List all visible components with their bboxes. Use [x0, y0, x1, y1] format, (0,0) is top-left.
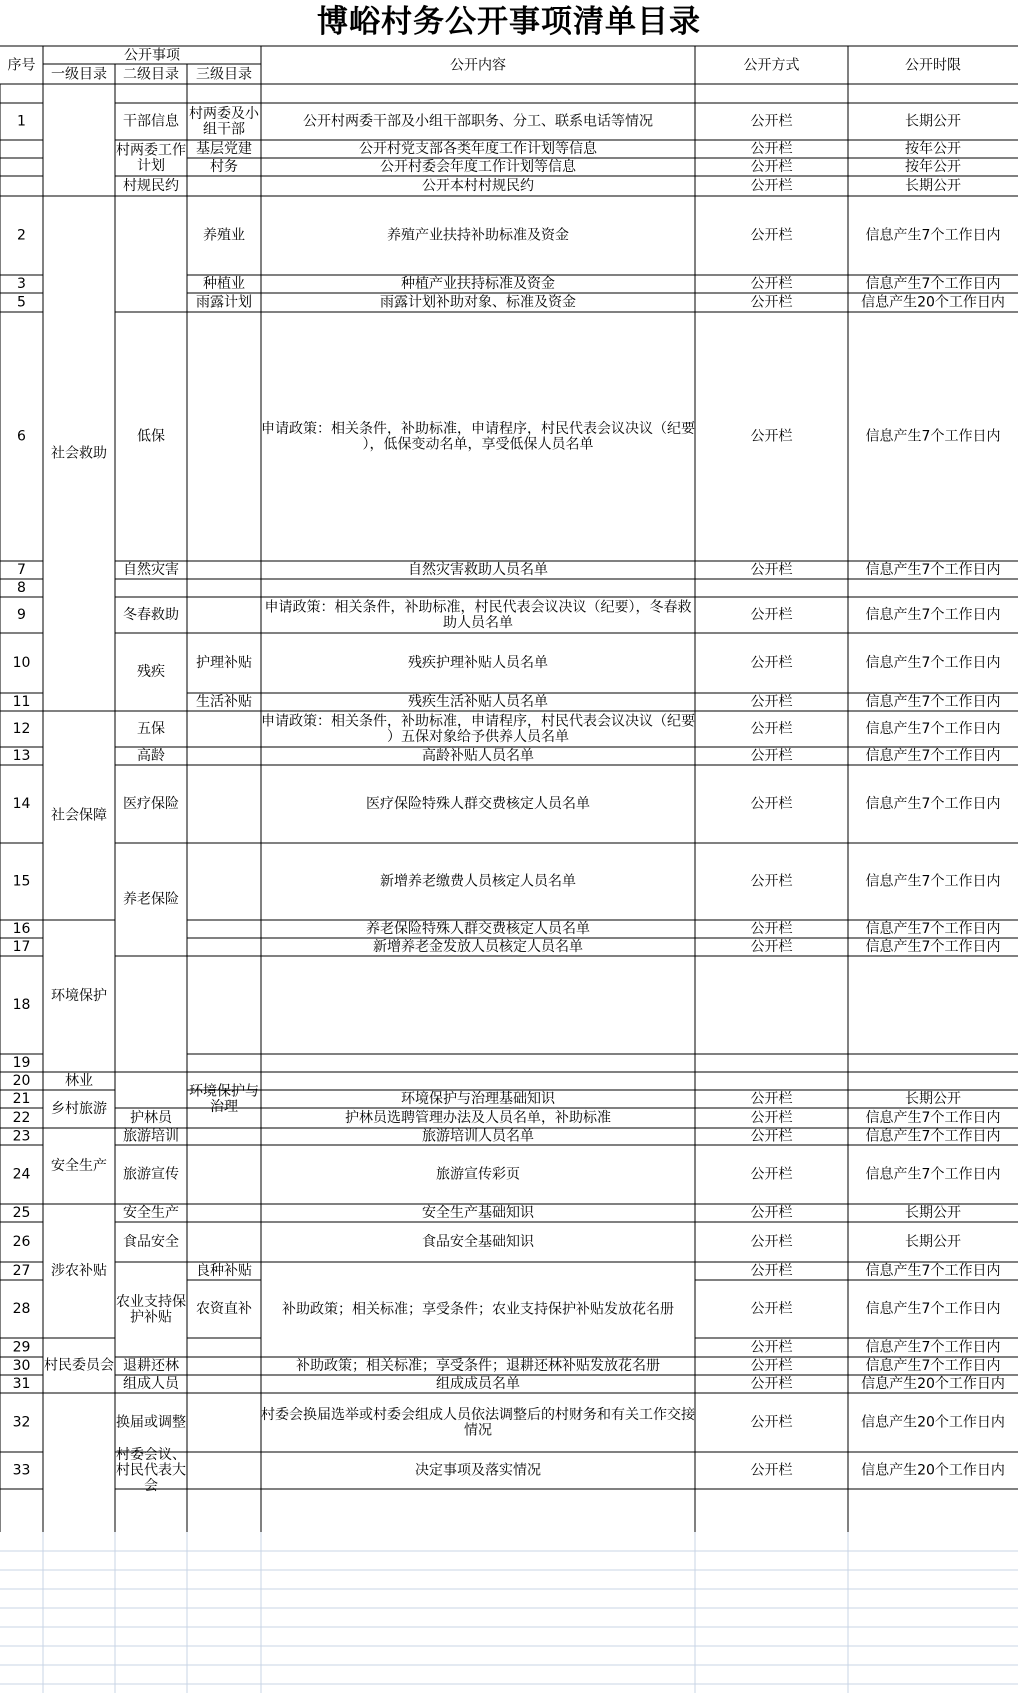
row-content: 种植产业扶持标准及资金 — [401, 276, 555, 293]
level2-label-19: 安全生产 — [123, 1205, 179, 1222]
row-period: 信息产生7个工作日内 — [865, 1301, 1001, 1318]
row-method: 公开栏 — [750, 721, 793, 738]
level2-label-11: 高龄 — [137, 748, 165, 765]
row-period: 按年公开 — [905, 141, 961, 158]
row-seq: 24 — [12, 1166, 31, 1183]
row-level3: 雨露计划 — [196, 294, 252, 311]
row-content: 环境保护与治理基础知识 — [401, 1091, 555, 1108]
row-period: 按年公开 — [905, 159, 961, 176]
row-seq: 31 — [12, 1375, 31, 1392]
row-method: 公开栏 — [750, 294, 793, 311]
row-seq: 12 — [12, 720, 31, 737]
row-period: 信息产生7个工作日内 — [865, 562, 1001, 579]
row-seq: 16 — [12, 920, 31, 937]
row-method: 公开栏 — [750, 1234, 793, 1251]
level1-label-5: 乡村旅游 — [51, 1101, 107, 1118]
row-method: 公开栏 — [750, 1166, 793, 1183]
row-seq: 33 — [12, 1462, 31, 1479]
row-period: 长期公开 — [905, 1091, 961, 1108]
row-content: 补助政策；相关标准；享受条件；退耕还林补贴发放花名册 — [296, 1358, 660, 1375]
row-period: 信息产生20个工作日内 — [861, 1462, 1005, 1479]
row-content: 安全生产基础知识 — [422, 1205, 534, 1222]
row-method: 公开栏 — [750, 655, 793, 672]
row-method: 公开栏 — [750, 1301, 793, 1318]
level1-label-4: 林业 — [65, 1073, 93, 1090]
row-level3: 养殖业 — [203, 227, 245, 244]
row-period: 信息产生7个工作日内 — [865, 921, 1001, 938]
header-level1: 一级目录 — [51, 66, 107, 83]
level2-label-22: 退耕还林 — [123, 1358, 179, 1375]
row-content: 旅游培训人员名单 — [422, 1128, 534, 1145]
row-level3: 环境保护与治理 — [189, 1083, 259, 1115]
row-content: 残疾护理补贴人员名单 — [408, 655, 548, 672]
row-seq: 14 — [12, 795, 31, 812]
row-period: 信息产生7个工作日内 — [865, 227, 1001, 244]
level2-label-17: 旅游培训 — [123, 1128, 179, 1145]
level2-label-23: 组成人员 — [123, 1376, 179, 1393]
row-period: 信息产生7个工作日内 — [865, 694, 1001, 711]
row-method: 公开栏 — [750, 1091, 793, 1108]
level2-label-21: 农业支持保护补贴 — [116, 1293, 186, 1326]
header-level2: 二级目录 — [123, 66, 179, 83]
row-period: 信息产生7个工作日内 — [865, 1339, 1001, 1356]
row-seq: 28 — [12, 1300, 31, 1317]
row-content: 公开村委会年度工作计划等信息 — [380, 159, 576, 176]
row-content: 高龄补贴人员名单 — [422, 748, 534, 765]
level2-label-6: 自然灾害 — [123, 562, 179, 579]
row-period: 信息产生20个工作日内 — [861, 1414, 1005, 1431]
row-level3: 村两委及小组干部 — [189, 105, 259, 138]
header-content: 公开内容 — [450, 57, 506, 74]
row-content: 村委会换届选举或村委会组成人员依法调整后的村财务和有关工作交接情况 — [261, 1406, 695, 1439]
level1-label-2: 社会保障 — [51, 807, 107, 824]
row-method: 公开栏 — [750, 562, 793, 579]
row-content: 食品安全基础知识 — [422, 1234, 534, 1251]
row-period: 信息产生7个工作日内 — [865, 939, 1001, 956]
row-seq: 9 — [17, 606, 26, 623]
row-seq: 6 — [17, 428, 26, 445]
row-method: 公开栏 — [750, 276, 793, 293]
row-period: 信息产生7个工作日内 — [865, 1166, 1001, 1183]
row-method: 公开栏 — [750, 1358, 793, 1375]
row-seq: 29 — [12, 1339, 31, 1356]
row-method: 公开栏 — [750, 1110, 793, 1127]
row-period: 信息产生7个工作日内 — [865, 1110, 1001, 1127]
row-seq: 22 — [12, 1109, 31, 1126]
row-seq: 18 — [12, 996, 31, 1013]
row-seq: 25 — [12, 1204, 31, 1221]
row-method: 公开栏 — [750, 141, 793, 158]
row-period: 信息产生7个工作日内 — [865, 796, 1001, 813]
row-period: 信息产生7个工作日内 — [865, 655, 1001, 672]
row-content: 医疗保险特殊人群交费核定人员名单 — [366, 796, 590, 813]
level2-label-3: 村规民约 — [123, 178, 179, 195]
row-method: 公开栏 — [750, 939, 793, 956]
row-period: 信息产生7个工作日内 — [865, 1128, 1001, 1145]
row-level3: 护理补贴 — [196, 655, 252, 672]
row-content: 旅游宣传彩页 — [436, 1166, 520, 1183]
level2-label-16: 护林员 — [130, 1110, 172, 1127]
row-method: 公开栏 — [750, 113, 793, 130]
level2-label-1: 干部信息 — [123, 113, 179, 130]
row-seq: 20 — [12, 1072, 31, 1089]
row-method: 公开栏 — [750, 1128, 793, 1145]
level2-label-2: 村两委工作计划 — [116, 142, 186, 174]
row-method: 公开栏 — [750, 1205, 793, 1222]
document-title: 博峪村务公开事项清单目录 — [317, 4, 701, 40]
level1-label-6: 安全生产 — [51, 1158, 107, 1175]
row-seq: 13 — [12, 747, 31, 764]
level2-label-8: 冬春救助 — [123, 607, 179, 624]
row-content: 新增养老缴费人员核定人员名单 — [380, 873, 576, 890]
row-seq: 2 — [17, 227, 26, 244]
header-seq: 序号 — [7, 57, 36, 74]
row-seq: 3 — [17, 275, 26, 292]
row-method: 公开栏 — [750, 159, 793, 176]
level2-label-25: 村委会议、村民代表大会 — [116, 1447, 186, 1495]
level2-label-18: 旅游宣传 — [123, 1166, 179, 1183]
row-period: 长期公开 — [905, 1234, 961, 1251]
header-level3: 三级目录 — [196, 66, 252, 83]
row-level3: 种植业 — [203, 276, 245, 293]
row-seq: 19 — [12, 1054, 31, 1071]
row-method: 公开栏 — [750, 694, 793, 711]
row-period: 信息产生20个工作日内 — [861, 294, 1005, 311]
row-period: 信息产生7个工作日内 — [865, 276, 1001, 293]
row-level3: 农资直补 — [196, 1301, 252, 1318]
row-method: 公开栏 — [750, 748, 793, 765]
row-level3: 生活补贴 — [196, 694, 252, 711]
row-method: 公开栏 — [750, 1462, 793, 1479]
level2-label-20: 食品安全 — [123, 1234, 179, 1251]
row-period: 长期公开 — [905, 178, 961, 195]
row-method: 公开栏 — [750, 178, 793, 195]
row-content: 自然灾害救助人员名单 — [408, 562, 548, 579]
row-seq: 8 — [17, 579, 26, 596]
row-seq: 11 — [12, 693, 31, 710]
row-level3: 村务 — [210, 159, 238, 176]
row-seq: 26 — [12, 1233, 31, 1250]
row-period: 信息产生7个工作日内 — [865, 1358, 1001, 1375]
row-content: 公开村两委干部及小组干部职务、分工、联系电话等情况 — [303, 113, 653, 130]
row-content: 公开村党支部各类年度工作计划等信息 — [359, 141, 597, 158]
row-period: 信息产生7个工作日内 — [865, 748, 1001, 765]
level2-label-24: 换届或调整 — [116, 1414, 186, 1431]
row-content: 护林员选聘管理办法及人员名单，补助标准 — [345, 1110, 611, 1127]
level1-label-1: 社会救助 — [51, 445, 107, 462]
row-seq: 21 — [12, 1090, 31, 1107]
row-seq: 17 — [12, 938, 31, 955]
merged-content: 补助政策；相关标准；享受条件；农业支持保护补贴发放花名册 — [282, 1301, 674, 1318]
row-content: 残疾生活补贴人员名单 — [408, 694, 548, 711]
level2-label-13: 养老保险 — [123, 891, 179, 908]
row-content: 雨露计划补助对象、标准及资金 — [380, 294, 576, 311]
row-seq: 10 — [12, 654, 31, 671]
row-period: 信息产生20个工作日内 — [861, 1376, 1005, 1393]
row-period: 长期公开 — [905, 113, 961, 130]
row-seq: 5 — [17, 294, 26, 311]
header-items: 公开事项 — [124, 47, 180, 64]
row-period: 信息产生7个工作日内 — [865, 873, 1001, 890]
row-content: 公开本村村规民约 — [422, 178, 534, 195]
row-method: 公开栏 — [750, 428, 793, 445]
row-content: 养殖产业扶持补助标准及资金 — [387, 227, 569, 244]
row-content: 决定事项及落实情况 — [415, 1462, 541, 1479]
row-seq: 27 — [12, 1262, 31, 1279]
level2-label-12: 医疗保险 — [123, 796, 179, 813]
row-content: 养老保险特殊人群交费核定人员名单 — [366, 921, 590, 938]
level2-label-10: 五保 — [137, 721, 165, 738]
header-period: 公开时限 — [905, 57, 961, 74]
level2-label-9: 残疾 — [137, 664, 165, 681]
row-seq: 1 — [17, 113, 26, 130]
row-seq: 32 — [12, 1414, 31, 1431]
row-content: 申请政策：相关条件，补助标准，申请程序，村民代表会议决议（纪要）五保对象给予供养人员名单 — [261, 713, 695, 745]
row-content: 申请政策：相关条件，补助标准，村民代表会议决议（纪要），冬春救助人员名单 — [264, 599, 692, 631]
spreadsheet-table — [0, 44, 1018, 1694]
row-seq: 23 — [12, 1128, 31, 1145]
row-method: 公开栏 — [750, 1414, 793, 1431]
row-method: 公开栏 — [750, 873, 793, 890]
row-method: 公开栏 — [750, 1263, 793, 1280]
row-period: 长期公开 — [905, 1205, 961, 1222]
row-method: 公开栏 — [750, 227, 793, 244]
row-content: 组成成员名单 — [436, 1376, 520, 1393]
header-method: 公开方式 — [743, 57, 800, 74]
row-method: 公开栏 — [750, 1376, 793, 1393]
row-method: 公开栏 — [750, 921, 793, 938]
row-method: 公开栏 — [750, 796, 793, 813]
row-level3: 基层党建 — [196, 141, 252, 158]
row-seq: 30 — [12, 1357, 31, 1374]
row-content: 申请政策：相关条件，补助标准，申请程序，村民代表会议决议（纪要），低保变动名单，享受低保人员名单 — [261, 420, 695, 453]
row-period: 信息产生7个工作日内 — [865, 607, 1001, 624]
level1-label-8: 村民委员会 — [44, 1357, 114, 1374]
level2-label-5: 低保 — [137, 428, 165, 445]
level1-label-3: 环境保护 — [51, 988, 107, 1005]
row-period: 信息产生7个工作日内 — [865, 1263, 1001, 1280]
row-seq: 15 — [12, 873, 31, 890]
row-method: 公开栏 — [750, 1339, 793, 1356]
row-content: 新增养老金发放人员核定人员名单 — [373, 939, 583, 956]
row-period: 信息产生7个工作日内 — [865, 428, 1001, 445]
row-period: 信息产生7个工作日内 — [865, 721, 1001, 738]
row-seq: 7 — [17, 561, 26, 578]
row-method: 公开栏 — [750, 607, 793, 624]
level1-label-7: 涉农补贴 — [51, 1263, 107, 1280]
row-level3: 良种补贴 — [196, 1263, 252, 1280]
